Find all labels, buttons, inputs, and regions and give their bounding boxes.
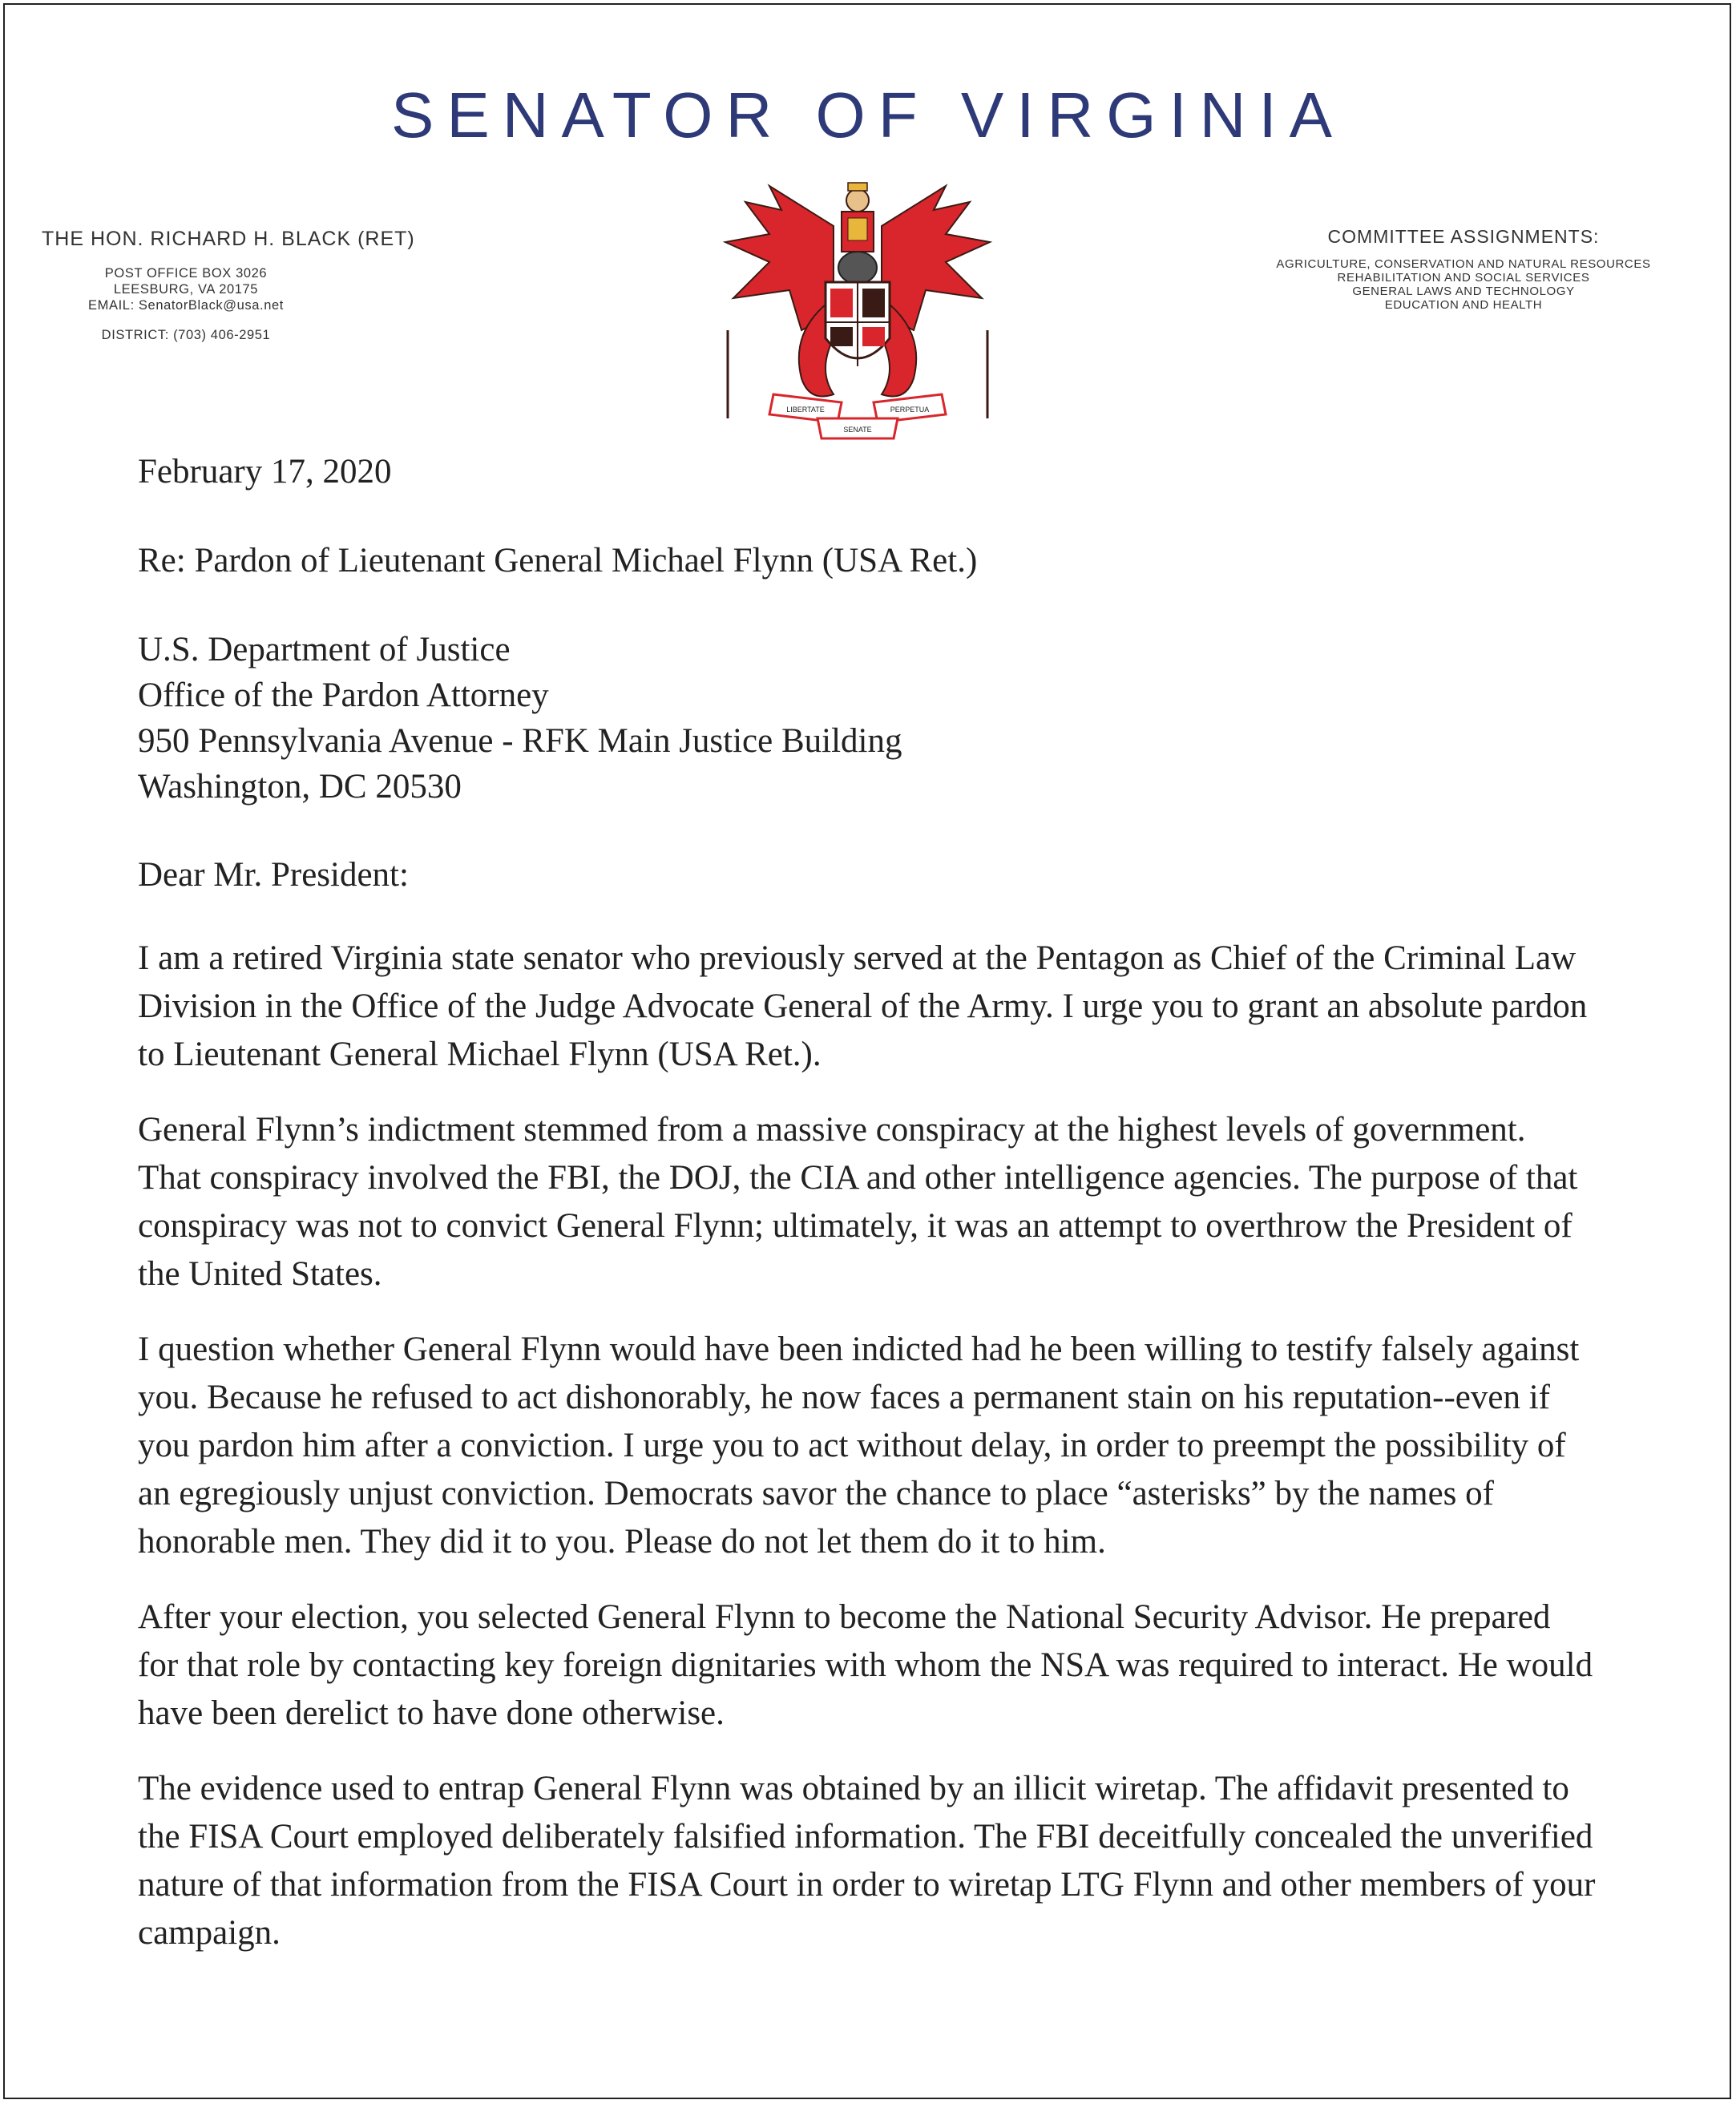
- letterhead-title: SENATOR OF VIRGINIA: [390, 79, 1346, 151]
- sender-po-box: POST OFFICE BOX 3026: [104, 266, 268, 281]
- committee-item: REHABILITATION AND SOCIAL SERVICES: [1337, 271, 1590, 285]
- address-line: Office of the Pardon Attorney: [138, 676, 549, 714]
- letter-date: February 17, 2020: [138, 453, 392, 491]
- body-paragraph: I am a retired Virginia state senator who previously served at the Pentagon as Chief of the Criminal Law Division in the Office of the Judge Advocate General of the Army. I urge you to grant an absolute pardon to Lieutenant General Michael Flynn (USA Ret.).: [138, 939, 1588, 1073]
- body-paragraph: I question whether General Flynn would have been indicted had he been willing to testify falsely against you. Because he refused to act dishonorably, he now faces a permanent stain on his reputation--even if you pardon him after a conviction. I urge you to act without delay, in order to preempt the possibility of an egregiously unjust conviction. Democrats savor the chance to place “asterisks” by the names of honorable men. They did it to you. Please do not let them do it to him.: [138, 1331, 1580, 1561]
- address-line: U.S. Department of Justice: [138, 631, 511, 668]
- committee-block: [1239, 226, 1688, 312]
- crest-helmet: [838, 252, 877, 284]
- recipient-address: [138, 627, 1597, 810]
- sender-address: [42, 265, 330, 313]
- address-line: Washington, DC 20530: [138, 768, 462, 806]
- body-paragraph: General Flynn’s indictment stemmed from a massive conspiracy at the highest levels of government. That conspiracy involved the FBI, the DOJ, the CIA and other intelligence agencies. The purpose of that conspiracy was not to convict General Flynn; ultimately, it was an attempt to overthrow the President of the United States.: [138, 1111, 1578, 1293]
- crest-crown: [848, 183, 867, 191]
- left-dragon-wing: [725, 186, 834, 330]
- committee-item: AGRICULTURE, CONSERVATION AND NATURAL RESOURCES: [1276, 257, 1651, 271]
- sender-city: LEESBURG, VA 20175: [113, 282, 259, 297]
- salutation: Dear Mr. President:: [138, 856, 409, 894]
- ribbon-right-text: PERPETUA: [890, 406, 930, 414]
- crest-figure-head: [846, 189, 869, 212]
- body-paragraph: After your election, you selected General Flynn to become the National Security Advisor. He prepared for that role by contacting key foreign dignitaries with whom the NSA was required to interact. He would have been derelict to have done otherwise.: [138, 1598, 1593, 1732]
- sender-email: EMAIL: SenatorBlack@usa.net: [88, 298, 284, 313]
- ribbon-bottom-text: SENATE: [843, 426, 872, 434]
- ribbon-left-text: LIBERTATE: [786, 406, 825, 414]
- committee-item: EDUCATION AND HEALTH: [1384, 298, 1543, 312]
- body-paragraph: The evidence used to entrap General Flynn was obtained by an illicit wiretap. The affidavit presented to the FISA Court employed deliberately falsified information. The FBI deceitfully concealed the unverified nature of that information from the FISA Court in order to wiretap LTG Flynn and other members of your campaign.: [138, 1770, 1596, 1952]
- committee-item: GENERAL LAWS AND TECHNOLOGY: [1352, 285, 1575, 298]
- address-line: 950 Pennsylvania Avenue - RFK Main Justice Building: [138, 722, 902, 760]
- senate-crest-emblem: [713, 178, 1002, 442]
- letter-body: [138, 449, 1597, 1985]
- sender-district: DISTRICT: (703) 406-2951: [101, 328, 271, 342]
- sender-block: [42, 228, 426, 343]
- sender-name: THE HON. RICHARD H. BLACK (RET): [42, 228, 415, 250]
- committee-list: [1239, 257, 1688, 312]
- right-dragon-wing: [882, 186, 990, 330]
- letter-subject: Re: Pardon of Lieutenant General Michael Flynn (USA Ret.): [138, 542, 978, 580]
- committee-heading: COMMITTEE ASSIGNMENTS:: [1327, 226, 1600, 247]
